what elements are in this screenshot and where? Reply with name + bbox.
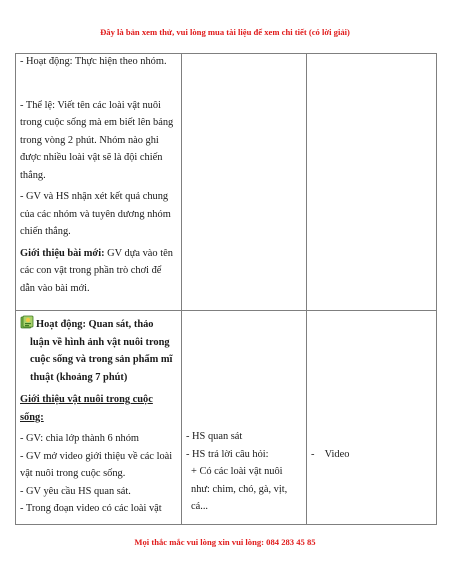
student-line-5: cá... — [191, 501, 209, 512]
review-line-2: của các nhóm và tuyên dương nhóm — [20, 208, 171, 220]
review-line-1: - GV và HS nhận xét kết quả chung — [20, 191, 169, 202]
column-divider-1 — [181, 53, 182, 525]
student-line-3: + Có các loài vật nuôi — [191, 466, 283, 477]
activity-title-text-1: Hoạt động: Quan sát, thảo — [36, 319, 154, 330]
intro-line-3: dẫn vào bài mới. — [20, 282, 90, 294]
student-line-1: - HS quan sát — [186, 431, 243, 442]
step-line-3: vật nuôi trong cuộc sống. — [20, 468, 126, 479]
rules-line-1: - Thể lệ: Viết tên các loài vật nuôi — [20, 99, 161, 111]
column-divider-2 — [306, 53, 307, 525]
section-title-line-2: sống: — [20, 411, 44, 423]
activity-title-line-3: cuộc sống và trong sản phẩm mĩ — [30, 354, 173, 365]
student-line-2: - HS trả lời câu hỏi: — [186, 448, 269, 460]
activity-title-line-2: luận về hình ảnh vật nuôi trong — [30, 336, 170, 348]
activity-title-line-4: thuật (khoảng 7 phút) — [30, 371, 128, 383]
step-line-2: - GV mở video giới thiệu về các loài — [20, 450, 173, 462]
student-line-4: như: chim, chó, gà, vịt, — [191, 483, 288, 495]
activity-book-icon — [20, 315, 34, 329]
lesson-table — [15, 53, 437, 525]
step-line-5: - Trong đoạn video có các loài vật — [20, 503, 162, 514]
intro-text-1: GV dựa vào tên — [104, 247, 173, 259]
contact-notice: Mọi thắc mắc vui lòng xin vui lòng: 084 283 45 85 — [134, 537, 316, 547]
rules-line-2: trong cuộc sống mà em biết lên bảng — [20, 117, 174, 128]
step-line-4: - GV yêu cầu HS quan sát. — [20, 485, 131, 497]
rules-line-5: thắng. — [20, 169, 46, 181]
row-divider — [15, 310, 437, 311]
material-line: - Video — [311, 449, 350, 460]
row2-teacher-cell — [20, 315, 178, 518]
row1-teacher-cell — [20, 53, 178, 297]
intro-line-1 — [20, 245, 178, 263]
rules-line-4: được nhiều loài vật sẽ là đội chiến — [20, 152, 163, 163]
activity-title-line-1 — [20, 315, 178, 334]
activity-line: - Hoạt động: Thực hiện theo nhóm. — [20, 56, 167, 67]
rules-line-3: trong vòng 2 phút. Nhóm nào ghi — [20, 134, 159, 146]
review-line-3: chiến thắng. — [20, 226, 71, 237]
intro-label: Giới thiệu bài mới: — [20, 247, 105, 259]
intro-line-2: các con vật trong phần trò chơi để — [20, 265, 162, 276]
preview-notice: Đây là bản xem thử, vui lòng mua tài liệu để xem chi tiết (có lời giải) — [100, 27, 350, 37]
step-line-1: - GV: chia lớp thành 6 nhóm — [20, 433, 139, 444]
row2-material-cell — [311, 446, 431, 464]
row2-student-cell — [186, 428, 304, 516]
section-title-line-1: Giới thiệu vật nuôi trong cuộc — [20, 394, 153, 405]
